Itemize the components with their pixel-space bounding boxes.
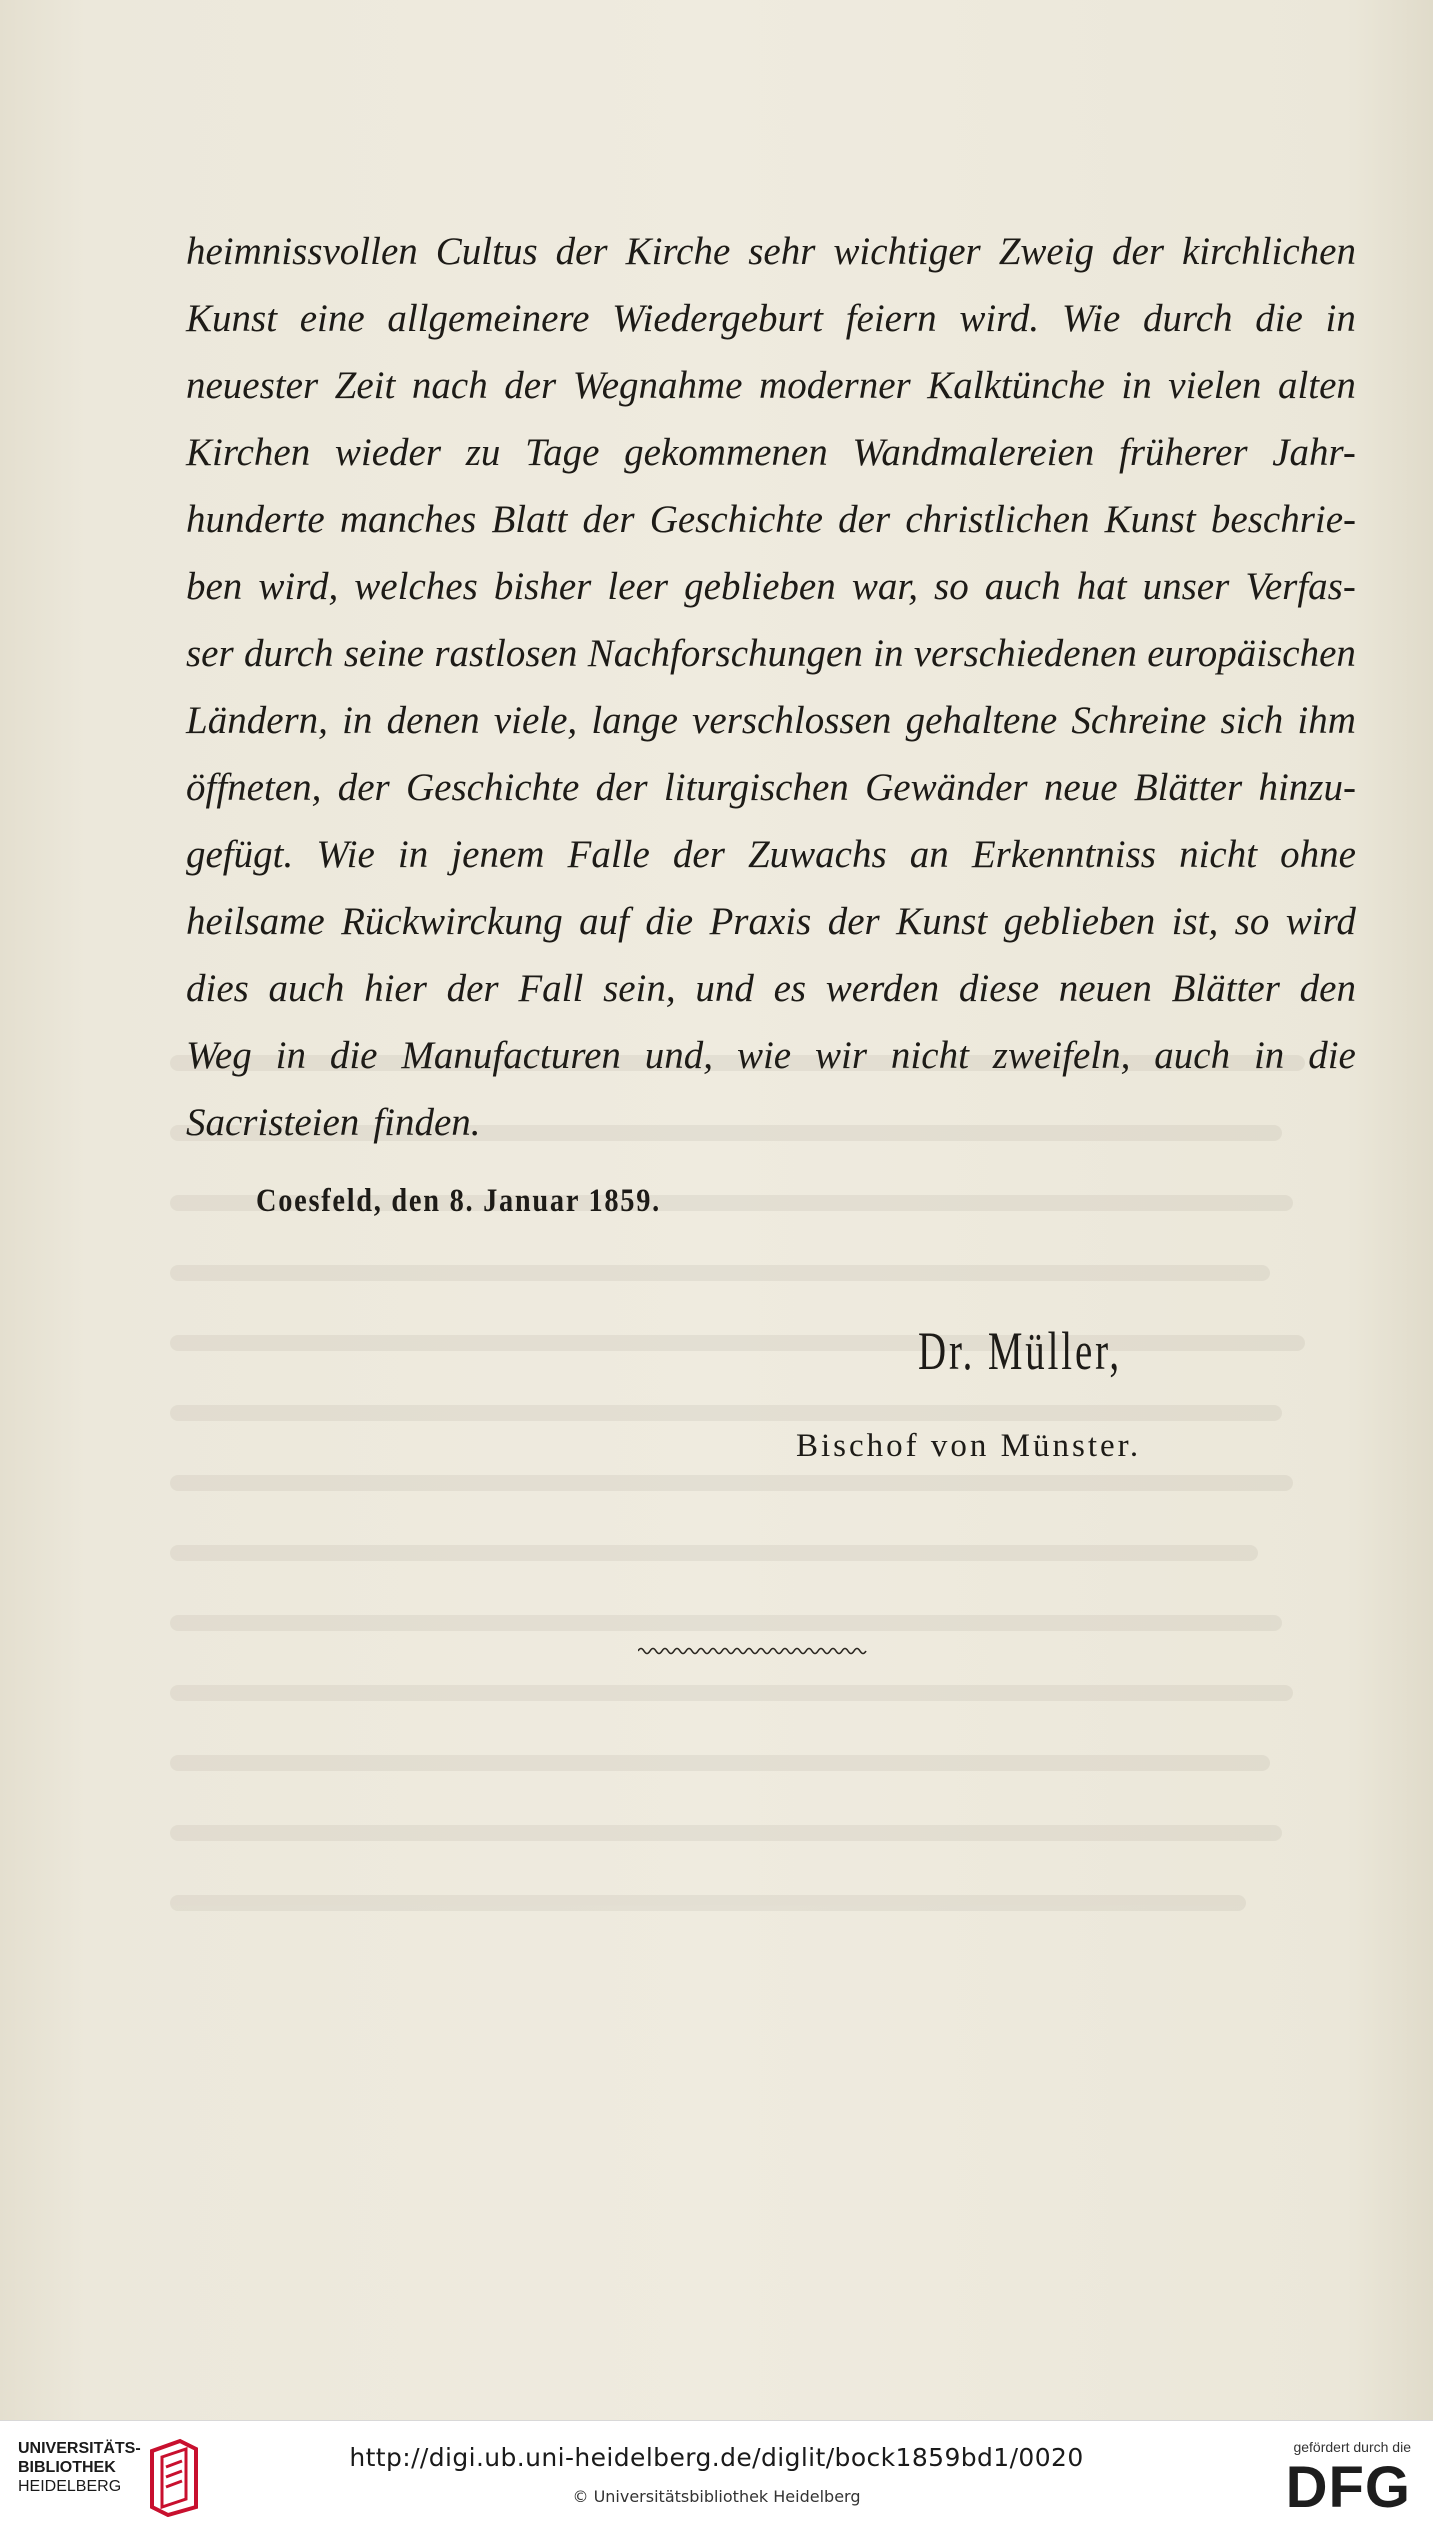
word: wichtiger bbox=[833, 230, 981, 273]
word: Zweig bbox=[998, 230, 1095, 273]
word: ser bbox=[186, 632, 234, 675]
word: Zeit bbox=[334, 364, 396, 407]
word: wird, bbox=[258, 565, 339, 608]
word: Rückwirckung bbox=[341, 900, 563, 943]
word: Blätter bbox=[1133, 766, 1243, 809]
word: finden. bbox=[373, 1101, 481, 1144]
word: nicht bbox=[890, 1034, 969, 1077]
word: in bbox=[873, 632, 904, 675]
word: Sacristeien bbox=[186, 1101, 360, 1144]
word: sehr bbox=[748, 230, 816, 273]
word: so bbox=[934, 565, 969, 608]
text-line bbox=[186, 821, 1356, 888]
word: der bbox=[595, 766, 648, 809]
word: die bbox=[1255, 297, 1303, 340]
word: kirchlichen bbox=[1181, 230, 1356, 273]
word: alten bbox=[1277, 364, 1356, 407]
word: unser bbox=[1142, 565, 1230, 608]
word: in bbox=[1121, 364, 1152, 407]
word: Wiedergeburt bbox=[612, 297, 824, 340]
word: neue bbox=[1043, 766, 1118, 809]
word: wir bbox=[815, 1034, 868, 1077]
text-line bbox=[186, 285, 1356, 352]
word: Weg bbox=[186, 1034, 252, 1077]
text-line bbox=[186, 1022, 1356, 1089]
word: Schreine bbox=[1071, 699, 1207, 742]
text-line bbox=[186, 1089, 1356, 1156]
text-line bbox=[186, 888, 1356, 955]
word: Wegnahme bbox=[572, 364, 743, 407]
word: heimnissvollen bbox=[186, 230, 418, 273]
word: so bbox=[1234, 900, 1270, 943]
word: lange bbox=[591, 699, 678, 742]
word: Gewänder bbox=[865, 766, 1028, 809]
word: geblieben bbox=[684, 565, 836, 608]
word: Kirche bbox=[625, 230, 731, 273]
word: früherer bbox=[1118, 431, 1248, 474]
word: Ländern, bbox=[186, 699, 328, 742]
word: gehaltene bbox=[905, 699, 1058, 742]
funding-note: gefördert durch die bbox=[1293, 2439, 1411, 2455]
word: beschrie- bbox=[1210, 498, 1356, 541]
word: auch bbox=[1154, 1034, 1231, 1077]
word: Kunst bbox=[896, 900, 988, 943]
word: verschlossen bbox=[692, 699, 892, 742]
word: jenem bbox=[451, 833, 545, 876]
word: die bbox=[645, 900, 694, 943]
word: Falle bbox=[567, 833, 650, 876]
word: in bbox=[1325, 297, 1356, 340]
word: auch bbox=[268, 967, 345, 1010]
word: wird bbox=[1285, 900, 1356, 943]
word: in bbox=[1253, 1034, 1285, 1077]
word: rastlosen bbox=[434, 632, 578, 675]
word: auch bbox=[984, 565, 1061, 608]
word: gekommenen bbox=[624, 431, 828, 474]
viewer-footer bbox=[0, 2420, 1433, 2526]
word: nach bbox=[411, 364, 488, 407]
text-line bbox=[186, 620, 1356, 687]
word: sein, bbox=[603, 967, 676, 1010]
library-name-line3: HEIDELBERG bbox=[18, 2478, 122, 2495]
word: es bbox=[773, 967, 807, 1010]
word: moderner bbox=[759, 364, 911, 407]
word: sich bbox=[1220, 699, 1284, 742]
text-line bbox=[186, 352, 1356, 419]
word: viele, bbox=[493, 699, 578, 742]
word: der bbox=[504, 364, 557, 407]
word: der bbox=[838, 498, 891, 541]
bleed-through-text bbox=[170, 1055, 1340, 2175]
dfg-logo: DFG bbox=[1285, 2455, 1411, 2520]
word: Geschichte bbox=[649, 498, 823, 541]
word: der bbox=[1112, 230, 1165, 273]
word: Cultus bbox=[435, 230, 538, 273]
word: Blätter bbox=[1171, 967, 1280, 1010]
word: Tage bbox=[525, 431, 600, 474]
word: der bbox=[555, 230, 608, 273]
word: die bbox=[1308, 1034, 1356, 1077]
word: ist, bbox=[1171, 900, 1219, 943]
word: Kunst bbox=[186, 297, 278, 340]
word: hinzu- bbox=[1258, 766, 1356, 809]
word: nicht bbox=[1179, 833, 1258, 876]
word: Fall bbox=[518, 967, 584, 1010]
word: Geschichte bbox=[406, 766, 580, 809]
text-line bbox=[186, 218, 1356, 285]
word: öffneten, bbox=[186, 766, 322, 809]
word: der bbox=[446, 967, 499, 1010]
word: diese bbox=[958, 967, 1040, 1010]
word: durch bbox=[244, 632, 334, 675]
word: durch bbox=[1142, 297, 1233, 340]
copyright-notice: © Universitätsbibliothek Heidelberg bbox=[572, 2487, 861, 2506]
word: manches bbox=[339, 498, 477, 541]
signature-title: Bischof von Münster. bbox=[796, 1428, 1142, 1464]
word: Wie bbox=[1061, 297, 1121, 340]
word: wie bbox=[736, 1034, 792, 1077]
word: den bbox=[1299, 967, 1356, 1010]
signature-name: Dr. Müller, bbox=[918, 1321, 1122, 1381]
word: Praxis bbox=[709, 900, 812, 943]
word: neuester bbox=[186, 364, 319, 407]
word: werden bbox=[825, 967, 940, 1010]
text-line bbox=[186, 687, 1356, 754]
word: der bbox=[337, 766, 390, 809]
word: Wie bbox=[316, 833, 375, 876]
text-line bbox=[186, 955, 1356, 1022]
word: ihm bbox=[1297, 699, 1356, 742]
date-line: Coesfeld, den 8. Januar 1859. bbox=[256, 1183, 661, 1219]
word: neuen bbox=[1058, 967, 1152, 1010]
word: allgemeinere bbox=[387, 297, 590, 340]
word: Verfas- bbox=[1245, 565, 1356, 608]
word: Blatt bbox=[491, 498, 568, 541]
word: in bbox=[397, 833, 429, 876]
word: auf bbox=[579, 900, 629, 943]
word: feiern bbox=[845, 297, 937, 340]
word: Kunst bbox=[1104, 498, 1196, 541]
word: Manufacturen bbox=[401, 1034, 621, 1077]
wavy-divider bbox=[638, 1645, 870, 1657]
word: geblieben bbox=[1003, 900, 1156, 943]
word: in bbox=[275, 1034, 306, 1077]
word: Kalktünche bbox=[927, 364, 1105, 407]
word: heilsame bbox=[186, 900, 325, 943]
library-name-line1: UNIVERSITÄTS- bbox=[18, 2440, 141, 2457]
word: hunderte bbox=[186, 498, 325, 541]
word: christlichen bbox=[905, 498, 1090, 541]
word: hier bbox=[364, 967, 427, 1010]
word: der bbox=[582, 498, 635, 541]
word: war, bbox=[851, 565, 918, 608]
library-name-line2: BIBLIOTHEK bbox=[18, 2459, 116, 2476]
word: Kirchen bbox=[186, 431, 311, 474]
word: dies bbox=[186, 967, 249, 1010]
word: leer bbox=[607, 565, 669, 608]
word: der bbox=[827, 900, 880, 943]
word: ohne bbox=[1280, 833, 1356, 876]
word: Zuwachs bbox=[747, 833, 887, 876]
word: Jahr- bbox=[1272, 431, 1356, 474]
body-paragraph bbox=[186, 218, 1356, 1156]
word: in bbox=[342, 699, 373, 742]
word: wieder bbox=[334, 431, 442, 474]
word: die bbox=[329, 1034, 378, 1077]
permalink-url[interactable]: http://digi.ub.uni-heidelberg.de/diglit/bock1859bd1/0020 bbox=[349, 2443, 1084, 2472]
word: Nachforschungen bbox=[587, 632, 863, 675]
word: liturgischen bbox=[663, 766, 849, 809]
word: Wandmalereien bbox=[852, 431, 1095, 474]
word: seine bbox=[343, 632, 425, 675]
word: hat bbox=[1076, 565, 1127, 608]
text-line bbox=[186, 553, 1356, 620]
word: bisher bbox=[493, 565, 592, 608]
text-line bbox=[186, 754, 1356, 821]
word: und, bbox=[644, 1034, 714, 1077]
word: denen bbox=[386, 699, 480, 742]
word: und bbox=[695, 967, 754, 1010]
word: zu bbox=[465, 431, 501, 474]
word: welches bbox=[354, 565, 478, 608]
word: der bbox=[672, 833, 725, 876]
word: Erkenntniss bbox=[971, 833, 1156, 876]
word: vielen bbox=[1168, 364, 1262, 407]
word: verschiedenen bbox=[913, 632, 1137, 675]
word: ben bbox=[186, 565, 243, 608]
word: an bbox=[909, 833, 949, 876]
text-line bbox=[186, 486, 1356, 553]
text-line bbox=[186, 419, 1356, 486]
word: wird. bbox=[959, 297, 1040, 340]
word: gefügt. bbox=[186, 833, 294, 876]
word: zweifeln, bbox=[992, 1034, 1131, 1077]
word: europäischen bbox=[1147, 632, 1356, 675]
word: eine bbox=[299, 297, 365, 340]
